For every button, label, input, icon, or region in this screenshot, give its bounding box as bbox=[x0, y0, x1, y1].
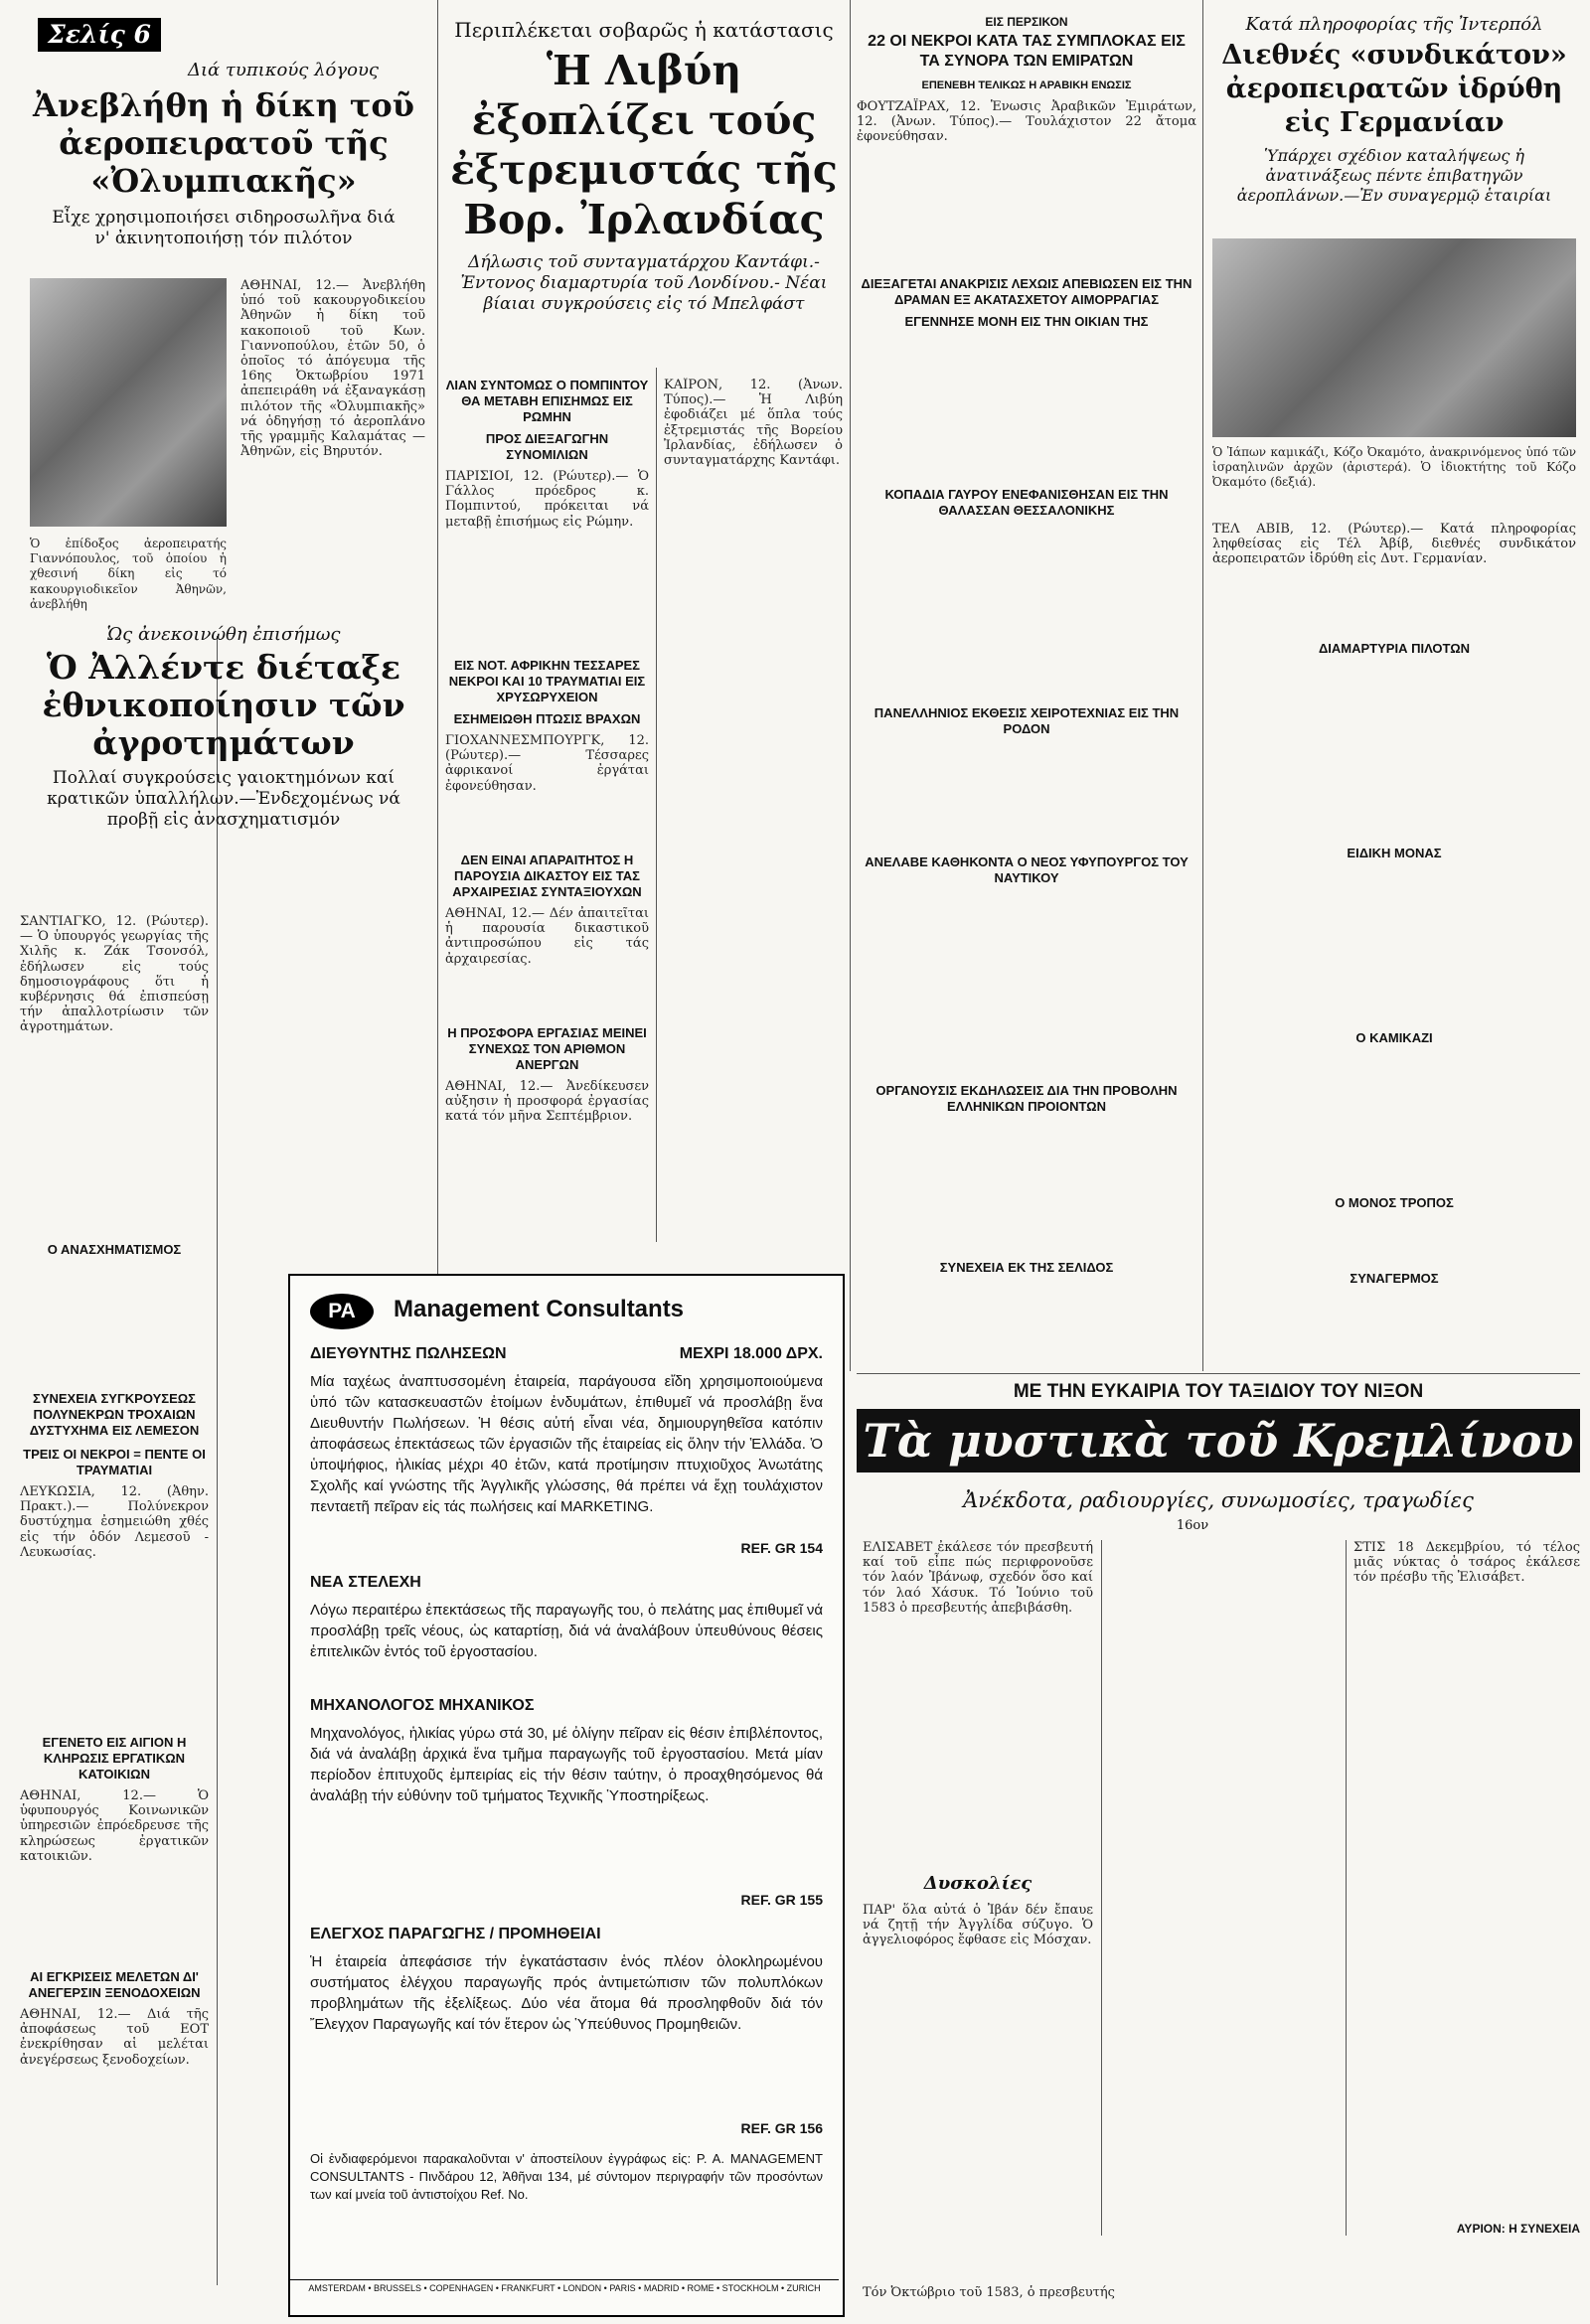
brief-subtitle: ΕΠΕΝΕΒΗ ΤΕΛΙΚΩΣ Η ΑΡΑΒΙΚΗ ΕΝΩΣΙΣ bbox=[921, 79, 1132, 91]
article-deck: Ὑπάρχει σχέδιον καταλήψεως ἡ ἀνατινάξεως πέντε ἐπιβατηγῶν ἀεροπλάνων.—Ἐν συναγερμῷ ἑταιρίαι bbox=[1236, 146, 1552, 205]
brief-kicker: ΕΙΣ ΠΕΡΣΙΚΟΝ bbox=[985, 15, 1068, 29]
brief-text: ΛΕΥΚΩΣΙΑ, 12. (Ἀθην. Πρακτ.).— Πολύνεκρον δυστύχημα ἐσημειώθη χθές εἰς τήν ὁδόν Λεμεσοῦ - Λευκωσίας. bbox=[20, 1484, 209, 1560]
article-part: 16ον bbox=[1176, 1518, 1209, 1533]
article-deck: Ἀνέκδοτα, ραδιουργίες, συνωμοσίες, τραγωδίες bbox=[963, 1488, 1474, 1512]
photo-hijacker bbox=[30, 278, 227, 527]
article-body-column bbox=[1212, 522, 1576, 1366]
article-headline: Διεθνές «συνδικάτον» ἀεροπειρατῶν ἱδρύθη εἰς Γερμανίαν bbox=[1221, 40, 1567, 138]
brief-text: ΓΙΟΧΑΝΝΕΣΜΠΟΥΡΓΚ, 12. (Ρώυτερ).— Τέσσαρες ἀφρικανοί ἐργάται ἐφονεύθησαν. bbox=[445, 733, 649, 794]
article-headline: Ὁ Ἀλλέντε διέταξε ἐθνικοποίησιν τῶν ἀγροτημάτων bbox=[42, 648, 405, 762]
article-headline: Ἀνεβλήθη ἡ δίκη τοῦ ἀεροπειρατοῦ τῆς «Ὀλυμπιακῆς» bbox=[33, 86, 414, 200]
brief-text bbox=[857, 886, 1196, 1075]
article-caption: Ὁ ἐπίδοξος ἀεροπειρατής Γιαννόπουλος, τοῦ ὁποίου ἡ χθεσινή δίκη εἰς τό κακουργιοδικεῖον Ἀθηνῶν, ἀνεβλήθη bbox=[30, 537, 227, 611]
article-footer: ΑΥΡΙΟΝ: Η ΣΥΝΕΧΕΙΑ bbox=[1456, 2222, 1580, 2236]
ad-logo-text: PA bbox=[328, 1300, 356, 1322]
article-deck: Δήλωσις τοῦ συνταγματάρχου Καντάφι.- Ἐντονος διαμαρτυρία τοῦ Λονδίνου.- Νέαι βίαιαι συγκρούσεις εἰς τό Μπελφάστ bbox=[460, 252, 828, 314]
article-allende bbox=[20, 624, 427, 912]
article-kicker: Ὡς ἀνεκοινώθη ἐπισήμως bbox=[106, 624, 341, 645]
article-caption: Ὁ Ἰάπων καμικάζι, Κόζο Ὀκαμότο, ἀνακρινόμενος ὑπό τῶν ἰσραηλινῶν ἀρχῶν (ἀριστερά). Ὁ ἰδιοκτήτης τοῦ Κόζο Ὀκαμότο (δεξιά). bbox=[1212, 445, 1576, 490]
column-rule bbox=[1346, 1540, 1347, 2236]
ad-company: Management Consultants bbox=[394, 1296, 685, 1322]
column-rule bbox=[656, 368, 657, 1242]
ad-section-pay: ΜΕΧΡΙ 18.000 ΔΡΧ. bbox=[679, 1345, 823, 1362]
article-headline: Ἡ Λιβύη ἐξοπλίζει τούς ἐξτρεμιστάς τῆς Βορ. Ἰρλανδίας bbox=[450, 47, 838, 243]
brief-subtitle: ΤΡΕΙΣ ΟΙ ΝΕΚΡΟΙ = ΠΕΝΤΕ ΟΙ ΤΡΑΥΜΑΤΙΑΙ bbox=[23, 1447, 206, 1477]
section-rule bbox=[857, 1373, 1580, 1374]
article-kicker: Περιπλέκεται σοβαρῶς ἡ κατάστασις bbox=[454, 18, 834, 42]
article-deck: Εἶχε χρησιμοποιήσει σιδηροσωλῆνα διά ν' ἀκινητοποιήσῃ τόν πιλότον bbox=[52, 208, 396, 248]
brief-text bbox=[857, 330, 1196, 479]
brief-title: ΑΝΕΛΑΒΕ ΚΑΘΗΚΟΝΤΑ Ο ΝΕΟΣ ΥΦΥΠΟΥΡΓΟΣ ΤΟΥ ΝΑΥΤΙΚΟΥ bbox=[865, 854, 1189, 885]
bottom-note: Τόν Ὀκτώβριο τοῦ 1583, ὁ πρεσβευτής bbox=[863, 2285, 1115, 2300]
article-body bbox=[1109, 1540, 1338, 2236]
article-body: ΕΛΙΣΑΒΕΤ ἐκάλεσε τόν πρεσβευτή καί τοῦ εἶπε πώς περιφρονοῦσε τόν λαόν Ἰβάνωφ, σχεδόν ὅσο καί τόν λαό Χάσυκ. Τό Ἰούνιο τοῦ 1583 ὁ πρεσβευτής ἀπεβιβάσθη. bbox=[863, 1540, 1093, 1616]
brief-title: 22 ΟΙ ΝΕΚΡΟΙ ΚΑΤΑ ΤΑΣ ΣΥΜΠΛΟΚΑΣ ΕΙΣ ΤΑ ΣΥΝΟΡΑ ΤΩΝ ΕΜΙΡΑΤΩΝ bbox=[868, 33, 1186, 70]
article-body: ΚΑΪΡΟΝ, 12. (Ἀνων. Τύπος).— Ἡ Λιβύη ἐφοδιάζει μέ ὅπλα τούς ἐξτρεμιστάς τῆς Βορείου Ἰρλανδίας, ἐδήλωσεν ὁ συνταγματάρχης Καντάφι. bbox=[664, 378, 843, 469]
section-heading: Δυσκολίες bbox=[923, 1873, 1033, 1894]
article-deck: Πολλαί συγκρούσεις γαιοκτημόνων καί κρατικῶν ὑπαλλήλων.—Ἐνδεχομένως νά προβῇ εἰς ἀνασχηματισμόν bbox=[47, 768, 400, 830]
article-body: ΣΑΝΤΙΑΓΚΟ, 12. (Ρώυτερ).— Ὁ ὑπουργός γεωργίας τῆς Χιλῆς κ. Ζάκ Τσονσόλ, ἐδήλωσεν εἰς τούς δημοσιογράφους ὅτι ἡ κυβέρνησις θά ἐπισπεύσῃ τήν ἀπαλλοτρίωσιν τῶν ἀγροτημάτων. bbox=[20, 914, 209, 1035]
ad-text: Ἡ ἑταιρεία ἀπεφάσισε τήν ἐγκατάστασιν ἑνός πλέον ὁλοκληρωμένου συστήματος ἐλέγχου παραγωγῆς πρός ἀντιμετώπισιν τῶν πολυπλόκων προβλημάτων τῆς ἐξελίξεως. Δύο νέα ἄτομα θά προσληφθοῦν διά τόν Ἔλεγχον Παραγωγῆς καί τόν ἕτερον ὡς Ὑπεύθυνος Προμηθειῶν. bbox=[310, 1953, 823, 2033]
brief-title: ΟΡΓΑΝΟΥΣΙΣ ΕΚΔΗΛΩΣΕΙΣ ΔΙΑ ΤΗΝ ΠΡΟΒΟΛΗΝ ΕΛΛΗΝΙΚΩΝ ΠΡΟΙΟΝΤΩΝ bbox=[875, 1083, 1178, 1114]
section-heading: Ο ΚΑΜΙΚΑΖΙ bbox=[1355, 1030, 1433, 1045]
brief-title: ΔΕΝ ΕΙΝΑΙ ΑΠΑΡΑΙΤΗΤΟΣ Η ΠΑΡΟΥΣΙΑ ΔΙΚΑΣΤΟΥ ΕΙΣ ΤΑΣ ΑΡΧΑΙΡΕΣΙΑΣ ΣΥΝΤΑΞΙΟΥΧΩΝ bbox=[452, 852, 642, 899]
brief-title: ΣΥΝΕΧΕΙΑ ΣΥΓΚΡΟΥΣΕΩΣ ΠΟΛΥΝΕΚΡΩΝ ΤΡΟΧΑΙΩΝ ΔΥΣΤΥΧΗΜΑ ΕΙΣ ΛΕΜΕΣΟΝ bbox=[29, 1391, 200, 1438]
brief-column bbox=[445, 378, 649, 1242]
brief-title: Η ΠΡΟΣΦΟΡΑ ΕΡΓΑΣΙΑΣ ΜΕΙΝΕΙ ΣΥΝΕΧΩΣ ΤΟΝ ΑΡΙΘΜΟΝ ΑΝΕΡΓΩΝ bbox=[447, 1025, 647, 1072]
article-body: ΣΤΙΣ 18 Δεκεμβρίου, τό τέλος μιᾶς νύκτας ὁ τσάρος ἐκάλεσε τόν πρέσβυ τῆς Ἐλισάβετ. bbox=[1353, 1540, 1580, 1586]
page-label: Σελίς 6 bbox=[38, 18, 161, 52]
ad-section-title: ΕΛΕΓΧΟΣ ΠΑΡΑΓΩΓΗΣ / ΠΡΟΜΗΘΕΙΑΙ bbox=[310, 1926, 601, 1942]
brief-text bbox=[857, 737, 1196, 847]
brief-text: ΠΑΡΙΣΙΟΙ, 12. (Ρώυτερ).— Ὁ Γάλλος πρόεδρος κ. Πομπιντού, πρόκειται νά μεταβῇ ἐπισήμως εἰς Ρώμην. bbox=[445, 469, 649, 530]
ad-contact: Οἱ ἐνδιαφερόμενοι παρακαλοῦνται ν' ἀποστείλουν ἐγγράφως εἰς: P. A. MANAGEMENT CONSULTANTS - Πινδάρου 12, Ἀθῆναι 134, μέ σύντομον περιγραφήν τῶν προσόντων των καί μνεία τοῦ ἀντιστοίχου Ref. No. bbox=[310, 2151, 823, 2202]
brief-text: ΑΘΗΝΑΙ, 12.— Ἀνεδίκευσεν αὐξησιν ἡ προσφορά ἐργασίας κατά τόν μῆνα Σεπτέμβριον. bbox=[445, 1079, 649, 1125]
article-germany bbox=[1210, 14, 1578, 232]
column-rule bbox=[850, 0, 851, 1371]
brief-subtitle: ΣΥΝΕΧΕΙΑ ΕΚ ΤΗΣ ΣΕΛΙΔΟΣ bbox=[939, 1260, 1114, 1275]
article-kicker: ΜΕ ΤΗΝ ΕΥΚΑΙΡΙΑ ΤΟΥ ΤΑΞΙΔΙΟΥ ΤΟΥ ΝΙΞΟΝ bbox=[1013, 1381, 1424, 1402]
brief-subtitle: ΕΓΕΝΝΗΣΕ ΜΟΝΗ ΕΙΣ ΤΗΝ ΟΙΚΙΑΝ ΤΗΣ bbox=[904, 314, 1149, 329]
ad-logo bbox=[310, 1294, 374, 1329]
brief-column bbox=[857, 14, 1196, 1365]
brief-column bbox=[20, 1391, 209, 2285]
section-heading: Ο ΑΝΑΣΧΗΜΑΤΙΣΜΟΣ bbox=[47, 1242, 182, 1257]
advertisement bbox=[288, 1274, 845, 2317]
ad-offices: AMSTERDAM • BRUSSELS • COPENHAGEN • FRANKFURT • LONDON • PARIS • MADRID • ROME • STOCKHOLM • ZURICH bbox=[290, 2279, 839, 2301]
section-heading: ΣΥΝΑΓΕΡΜΟΣ bbox=[1350, 1271, 1439, 1286]
brief-text: ΑΘΗΝΑΙ, 12.— Ὁ ὑφυπουργός Κοινωνικῶν ὑπηρεσιῶν ἐπρόεδρευσε τῆς κληρώσεως ἐργατικῶν κατοικιῶν. bbox=[20, 1788, 209, 1864]
brief-title: ΚΟΠΑΔΙΑ ΓΑΥΡΟΥ ΕΝΕΦΑΝΙΣΘΗΣΑΝ ΕΙΣ ΤΗΝ ΘΑΛΑΣΣΑΝ ΘΕΣΣΑΛΟΝΙΚΗΣ bbox=[884, 487, 1169, 518]
brief-subtitle: ΕΣΗΜΕΙΩΘΗ ΠΤΩΣΙΣ ΒΡΑΧΩΝ bbox=[453, 711, 641, 726]
ad-text: Μηχανολόγος, ἡλικίας γύρω στά 30, μέ ὀλίγην πεῖραν εἰς θέσιν ἐπιβλέποντος, διά νά ἀναλάβῃ ἀρχικά ἕνα τμῆμα παραγωγῆς τοῦ ἐργοστασίου. Μετά μίαν περίοδον ἐπιτυχοῦς ἐμπειρίας εἰς τήν θέσιν ταύτην, ὁ προαχθησόμενος θά ἀναλάβῃ τήν εὐθύνην τοῦ τμήματος Τεχνικῆς Ὑποστηρίξεως. bbox=[310, 1725, 823, 1804]
article-headline: Τὰ μυστικὰ τοῦ Κρεμλίνου bbox=[857, 1409, 1580, 1472]
ad-ref: REF. GR 155 bbox=[740, 1892, 823, 1908]
brief-text: ΦΟΥΤΖΑΪΡΑΧ, 12. Ἑνωσις Ἀραβικῶν Ἐμιράτων, 12. (Ἀνων. Τύπος).— Τουλάχιστον 22 ἄτομα ἐφονεύθησαν. bbox=[857, 99, 1196, 145]
column-rule bbox=[1202, 0, 1203, 1371]
article-hijacker-trial bbox=[20, 60, 427, 616]
ad-text: Λόγω περαιτέρω ἐπεκτάσεως τῆς παραγωγῆς του, ὁ πελάτης μας ἐπιθυμεῖ νά προσλάβῃ τρεῖς νέους, ὡς καταρτίσῃ, διά νά ἀναλάβουν ὑπευθύνους θέσεις ἐπιτελικῶν ἐντός τοῦ ἐργοστασίου. bbox=[310, 1602, 823, 1660]
ad-ref: REF. GR 156 bbox=[740, 2120, 823, 2136]
article-body: ΠΑΡ' ὅλα αὐτά ὁ Ἰβάν δέν ἔπαυε νά ζητῇ τήν Ἀγγλίδα σύζυγο. Ὁ ἀγγελιοφόρος ἔφθασε εἰς Μόσχαν. bbox=[863, 1903, 1093, 1948]
brief-subtitle: ΠΡΟΣ ΔΙΕΞΑΓΩΓΗΝ ΣΥΝΟΜΙΛΙΩΝ bbox=[485, 431, 609, 462]
article-body: ΤΕΛ ΑΒΙΒ, 12. (Ρώυτερ).— Κατά πληροφορίας ληφθείσας εἰς Τέλ Ἀβίβ, διεθνές συνδικάτον ἀεροπειρατῶν ἱδρύθη εἰς Δυτ. Γερμανίαν. bbox=[1212, 522, 1576, 567]
section-heading: ΔΙΑΜΑΡΤΥΡΙΑ ΠΙΛΟΤΩΝ bbox=[1318, 641, 1471, 656]
brief-text: ΑΘΗΝΑΙ, 12.— Διά τῆς ἀποφάσεως τοῦ ΕΟΤ ἐνεκρίθησαν αἱ μελέται ἀνεγέρσεως ξενοδοχείων. bbox=[20, 2007, 209, 2068]
brief-text bbox=[857, 519, 1196, 697]
brief-title: ΔΙΕΞΑΓΕΤΑΙ ΑΝΑΚΡΙΣΙΣ ΛΕΧΩΙΣ ΑΠΕΒΙΩΣΕΝ ΕΙΣ ΤΗΝ ΔΡΑΜΑΝ ΕΞ ΑΚΑΤΑΣΧΕΤΟΥ ΑΙΜΟΡΡΑΓΙΑΣ bbox=[861, 276, 1192, 307]
section-heading: Ο ΜΟΝΟΣ ΤΡΟΠΟΣ bbox=[1335, 1195, 1454, 1210]
brief-text: ΑΘΗΝΑΙ, 12.— Δέν ἀπαιτεῖται ἡ παρουσία δικαστικοῦ ἀντιπροσώπου εἰς τάς ἀρχαιρεσίας. bbox=[445, 906, 649, 967]
article-kremlin bbox=[857, 1381, 1580, 1480]
ad-section-title: ΜΗΧΑΝΟΛΟΓΟΣ ΜΗΧΑΝΙΚΟΣ bbox=[310, 1697, 535, 1714]
photo-okamoto bbox=[1212, 238, 1576, 437]
brief-text bbox=[857, 1115, 1196, 1254]
article-kicker: Κατά πληροφορίας τῆς Ἰντερπόλ bbox=[1245, 14, 1543, 35]
article-libya bbox=[445, 18, 843, 366]
brief-title: ΕΓΕΝΕΤΟ ΕΙΣ ΑΙΓΙΟΝ Η ΚΛΗΡΩΣΙΣ ΕΡΓΑΤΙΚΩΝ ΚΑΤΟΙΚΙΩΝ bbox=[42, 1735, 187, 1782]
article-body: ΑΘΗΝΑΙ, 12.— Ἀνεβλήθη ὑπό τοῦ κακουργοδικείου Ἀθηνῶν ἡ δίκη τοῦ κακοποιοῦ τοῦ Κων. Γιαννοπούλου, ἐτῶν 50, ὁ ὁποῖος τό ἀπόγευμα τῆς 16ης Ὀκτωβρίου 1971 ἀπεπειράθη νά ἐξαναγκάσῃ πιλότον τῆς «Ὀλυμπιακῆς» νά ὁδηγήσῃ τό ἀεροπλάνο τῆς γραμμῆς Καλαμάτας — Ἀθηνῶν, εἰς Βηρυτόν. bbox=[240, 278, 425, 460]
brief-title: ΑΙ ΕΓΚΡΙΣΕΙΣ ΜΕΛΕΤΩΝ ΔΙ' ΑΝΕΓΕΡΣΙΝ ΞΕΝΟΔΟΧΕΙΩΝ bbox=[28, 1969, 201, 2000]
ad-ref: REF. GR 154 bbox=[740, 1540, 823, 1556]
article-kicker: Διά τυπικούς λόγους bbox=[188, 60, 379, 80]
ad-text: Μία ταχέως ἀναπτυσσομένη ἑταιρεία, παράγουσα εἴδη χρησιμοποιούμενα ὑπό τῶν κατασκευαστῶν ἑτοίμων ἐνδυμάτων, ἐπιθυμεῖ νά προσλάβῃ ἕνα Διευθυντήν Πωλήσεων. Ἡ θέσις αὐτή εἶναι νέα, δημιουργηθεῖσα κατόπιν ἀποφάσεως ἐπεκτάσεως τῶν ἐργασιῶν τῆς ἑταιρείας εἰς ὅλην τήν Ἑλλάδα. Ὁ ὑποψήφιος, ἡλικίας μέχρι 40 ἐτῶν, κατά προτίμησιν πτυχιοῦχος Ἀνωτάτης Σχολῆς καί γνώστης τῆς Ἀγγλικῆς γλώσσης, θά πρέπει νά ἔχῃ τουλάχιστον πενταετῆ πεῖραν εἰς τάς πωλήσεις καί MARKETING. bbox=[310, 1373, 823, 1515]
column-rule bbox=[1101, 1540, 1102, 2236]
section-heading: ΕΙΔΙΚΗ ΜΟΝΑΣ bbox=[1347, 846, 1442, 860]
ad-section-title: ΝΕΑ ΣΤΕΛΕΧΗ bbox=[310, 1574, 421, 1591]
ad-section-title: ΔΙΕΥΘΥΝΤΗΣ ΠΩΛΗΣΕΩΝ bbox=[310, 1345, 507, 1362]
brief-title: ΛΙΑΝ ΣΥΝΤΟΜΩΣ Ο ΠΟΜΠΙΝΤΟΥ ΘΑ ΜΕΤΑΒΗ ΕΠΙΣΗΜΩΣ ΕΙΣ ΡΩΜΗΝ bbox=[445, 378, 649, 424]
brief-title: ΕΙΣ ΝΟΤ. ΑΦΡΙΚΗΝ ΤΕΣΣΑΡΕΣ ΝΕΚΡΟΙ ΚΑΙ 10 ΤΡΑΥΜΑΤΙΑΙ ΕΙΣ ΧΡΥΣΩΡΥΧΕΙΟΝ bbox=[448, 658, 646, 704]
brief-title: ΠΑΝΕΛΛΗΝΙΟΣ ΕΚΘΕΣΙΣ ΧΕΙΡΟΤΕΧΝΙΑΣ ΕΙΣ ΤΗΝ ΡΟΔΟΝ bbox=[874, 705, 1180, 736]
